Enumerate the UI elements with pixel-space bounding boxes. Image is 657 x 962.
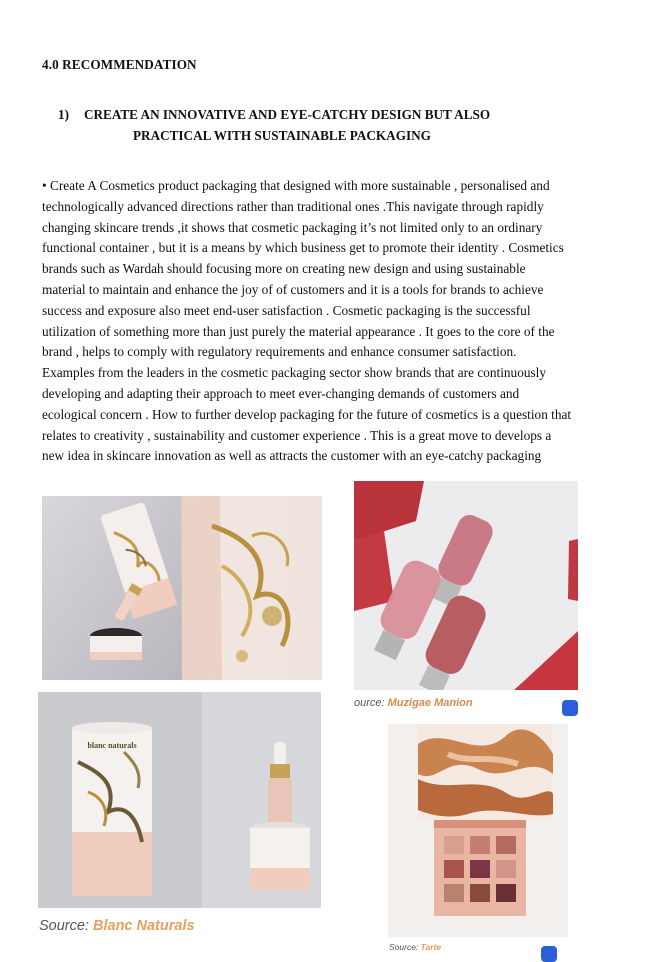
paragraph-line: developing and adapting their approach to meet ever-changing demands of customers and [42,385,520,401]
paragraph-line: ecological concern . How to further develop packaging for the future of cosmetics is a question that [42,406,572,422]
paragraph-line: relates to creativity , sustainability and customer experience . This is a great move to develops a [42,427,552,443]
caption-source-name: Tarte [420,942,442,952]
recommendation-paragraph [42,176,628,467]
paragraph-line: utilization of something more than just purely the material appearance . It goes to the core of the [42,323,555,339]
paragraph-line: • Create A Cosmetics product packaging that designed with more sustainable , personalised and [42,178,550,193]
blanc-naturals-caption [39,918,195,934]
caption-label: Source: [389,942,421,952]
paragraph-line: functional container , but it is a means by which business get to promote their identity . Cosmetics [42,240,564,256]
subheading-number: 1) [58,107,69,122]
caption-label: Source: [39,918,93,934]
section-heading: 4.0 RECOMMENDATION [42,57,197,72]
caption-source-name: Muzigae Manion [387,697,473,709]
floral-tube-packaging-photo [42,496,322,680]
paragraph-line: brands such as Wardah should focusing more on creating new design and using sustainable [42,261,526,277]
overlay-badge-icon [562,700,578,716]
paragraph-line: brand , helps to comply with regulatory requirements and enhance consumer satisfaction. [42,344,517,360]
floral-tube-and-dropper-photo [38,692,321,908]
paragraph-line: technologically advanced directions rather than traditional ones .This navigate through rapidly [42,198,544,214]
lip-tint-bottles-photo [354,481,578,690]
paragraph-line: success and exposure also meet end-user satisfaction . Cosmetic packaging is the successful [42,302,531,318]
tarte-caption [389,942,441,952]
muzigae-caption [354,697,473,709]
subheading-line-1: CREATE AN INNOVATIVE AND EYE-CATCHY DESIGN BUT ALSO [84,107,491,122]
subheading-line-2: PRACTICAL WITH SUSTAINABLE PACKAGING [133,128,431,143]
paragraph-line: changing skincare trends ,it shows that cosmetic packaging it’s not limited only to an ordinary [42,219,543,235]
caption-source-name: Blanc Naturals [93,918,195,934]
paragraph-line: new idea in skincare innovation as well as attracts the customer with an eye-catchy packaging [42,448,542,464]
tube-brand-text: blanc naturals [87,741,137,750]
paragraph-line: Examples from the leaders in the cosmetic packaging sector show brands that are continuously [42,365,547,381]
eyeshadow-palette-photo [388,724,568,937]
caption-label: ource: [354,697,388,709]
paragraph-line: material to maintain and enhance the joy of of customers and it is a tools for brands to achieve [42,281,544,297]
